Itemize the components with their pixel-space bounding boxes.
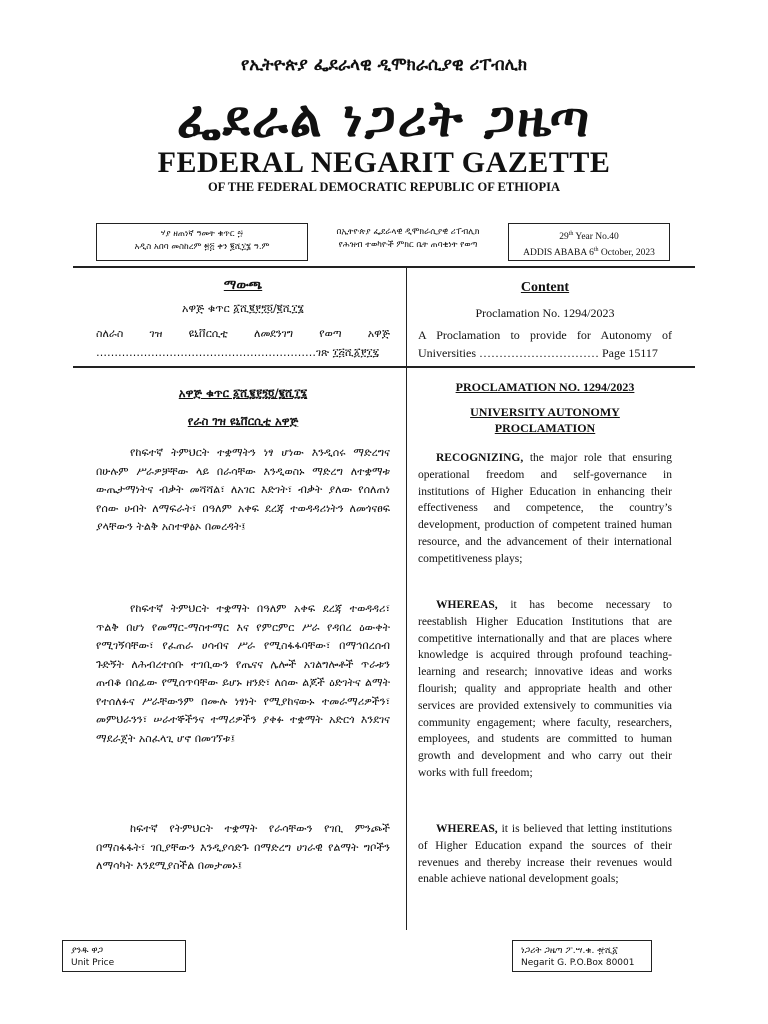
preamble-paragraph-2-amharic: የከፍተኛ ትምህርት ተቋማት በዓለም አቀፍ ደረጃ ተወዳዳሪ፣ ጥልቅ በሆነ የመማር-ማስተማር እና የምርምር ሥራ የዳበረ ዕውቀት የሚገኝባቸው፣ የፈጠራ ሀሳብና ሥራ የሚስፋፋባቸው፣ በማኅበረሰብ ጉድኝት ለሕብረተሰቡ ተገቢውን የጤናና ሌሎች አገልግሎቶች ጥራቱን ጠብቆ በሰፊው የሚሰጥባቸው ይሆኑ ዘንድ፣ ለሰው ልጆች ዕድገትና ልማት የተሰለፉና ሥራቸውንም በሙሉ ነፃነት የሚያከናውኑ ተመራማሪዎችን፣ መምህራንን፣ ሠራተኞችንና ተማሪዎችን ያቀፉ ተቋማት አድርጎ እንደገና ማደራጀት አስፈላጊ ሆኖ በመገኘቱ፤ [96,602,390,745]
header-issue-english [508,223,670,261]
header-divider [73,266,695,268]
header-authority [312,226,504,252]
whereas-lead-2: WHEREAS, [436,823,498,835]
preamble-paragraph-1-amharic: የከፍተኛ ትምህርት ተቋማትን ነፃ ሆነው እንዲሰሩ ማድረግና በሁሉም ሥራዎቻቸው ላይ በራሳቸው እንዲወስኑ ማድረግ ለተቋማቱ ውጤታማነትና ብቃት መሻሻል፣ ለአገር እድገት፣ ብቃት ያለው የሰለጠነ የሰው ሀብት ለማፍራት፣ በዓለም አቀፍ ደረጃ ተወዳዳሪነትን ለመጎናፀፍ ያላቸውን ትልቅ አስተዋፅኦ በመረዳት፤ [96,446,390,533]
proclamation-subtitle-english: UNIVERSITY AUTONOMY PROCLAMATION [470,405,620,435]
pobox-english: Negarit G. P.O.Box 80001 [521,958,635,968]
unit-price-english: Unit Price [71,958,115,968]
preamble-paragraph-1-english: RECOGNIZING, the major role that ensuring operational freedom and self-governance in institutions of Higher Education in enhancing their effectiveness and competence, the country’s development, production of competent trained human resource, and the advancement of their international competitiveness plays; [418,452,672,565]
header-authority-line2: የሕዝብ ተወካዮች ምክር ቤት ጠባቂነት የወጣ [338,240,478,250]
unit-price-amharic: ያንዱ ዋጋ [71,946,104,956]
contents-proclamation-no-english: Proclamation No. 1294/2023 [475,306,615,320]
contents-column-divider [406,268,407,366]
preamble-paragraph-3-amharic: ከፍተኛ የትምህርት ተቋማት የራሳቸውን የገቢ ምንጮች በማስፋፋት፣ ገቢያቸውን እንዲያሳድጉ በማድረግ ሀገራዊ የልማት ግቦችን ለማሳካት እንደሚያስችል በመታመኑ፤ [96,822,390,872]
header-authority-line1: በኢትዮጵያ ፌደራላዊ ዲሞክራሲያዊ ሪፐብሊክ [336,227,480,237]
preamble-paragraph-3-english: WHEREAS, it is believed that letting institutions of Higher Education expand the sources of their revenues and thereby increase their revenues would enable achieve national development goals; [418,823,672,886]
preamble-paragraph-2-english: WHEREAS, it has become necessary to reestablish Higher Education Institutions that are competitive internationally and that are places where knowledge is acquired through profound teaching-learning and research; innovative ideas and works flourish; quality and appropriate health and other services are provided extensively to communities via community engagement; where faculty, researchers, employees, and students are committed to human growth and development and who carry out their works with full freedom; [418,599,672,779]
header-issue-line2: አዲስ አበባ መስከረም ፳፭ ቀን ፪ሺ፲፮ ዓ.ም [134,242,270,252]
header-date: ADDIS ABABA 6th October, 2023 [523,247,655,259]
pobox-amharic: ነጋሪት ጋዜጣ ፖ.ሣ.ቁ. ፹ሺ፩ [521,946,618,956]
contents-heading-amharic: ማውጫ [223,278,263,293]
english-gazette-subtitle: OF THE FEDERAL DEMOCRATIC REPUBLIC OF ETHIOPIA [207,180,561,194]
body-column-divider [406,368,407,930]
whereas-lead-1: WHEREAS, [436,599,498,611]
unit-price-box [62,940,186,972]
contents-proclamation-no-amharic: አዋጅ ቁጥር ፩ሺ፪፻፺፬/፪ሺ፲፮ [182,302,304,315]
pobox-box [512,940,652,972]
proclamation-title-amharic: አዋጅ ቁጥር ፩ሺ፪፻፺፬/፪ሺ፲፮ [178,386,308,400]
header-year-number: 29th Year No.40 [559,231,619,243]
proclamation-title-english: PROCLAMATION NO. 1294/2023 [455,380,635,394]
header-issue-amharic [96,223,308,261]
contents-heading-english: Content [520,280,570,295]
header-issue-line1: ሃያ ዘጠነኛ ዓመት ቁጥር ፵ [160,229,244,239]
amharic-gazette-title: ፌደራል ነጋሪት ጋዜጣ [176,90,592,148]
contents-item-amharic: ስለራስ ገዝ ዩኒቨርሲቲ ለመደንገግ የወጣ አዋጅ ……………………………………………………ገጽ ፲፭ሺ፩፻፲፯ [96,327,390,359]
amharic-country-name: የኢትዮጵያ ፌደራላዊ ዲሞክራሲያዊ ሪፐብሊክ [240,55,528,75]
contents-divider [73,366,695,368]
english-gazette-title: FEDERAL NEGARIT GAZETTE [157,146,611,179]
proclamation-subtitle-amharic: የራስ ገዝ ዩኒቨርሲቲ አዋጅ [187,414,299,428]
contents-item-english: A Proclamation to provide for Autonomy of Universities ………………………… Page 15117 [418,328,672,360]
recognizing-lead: RECOGNIZING, [436,452,524,464]
